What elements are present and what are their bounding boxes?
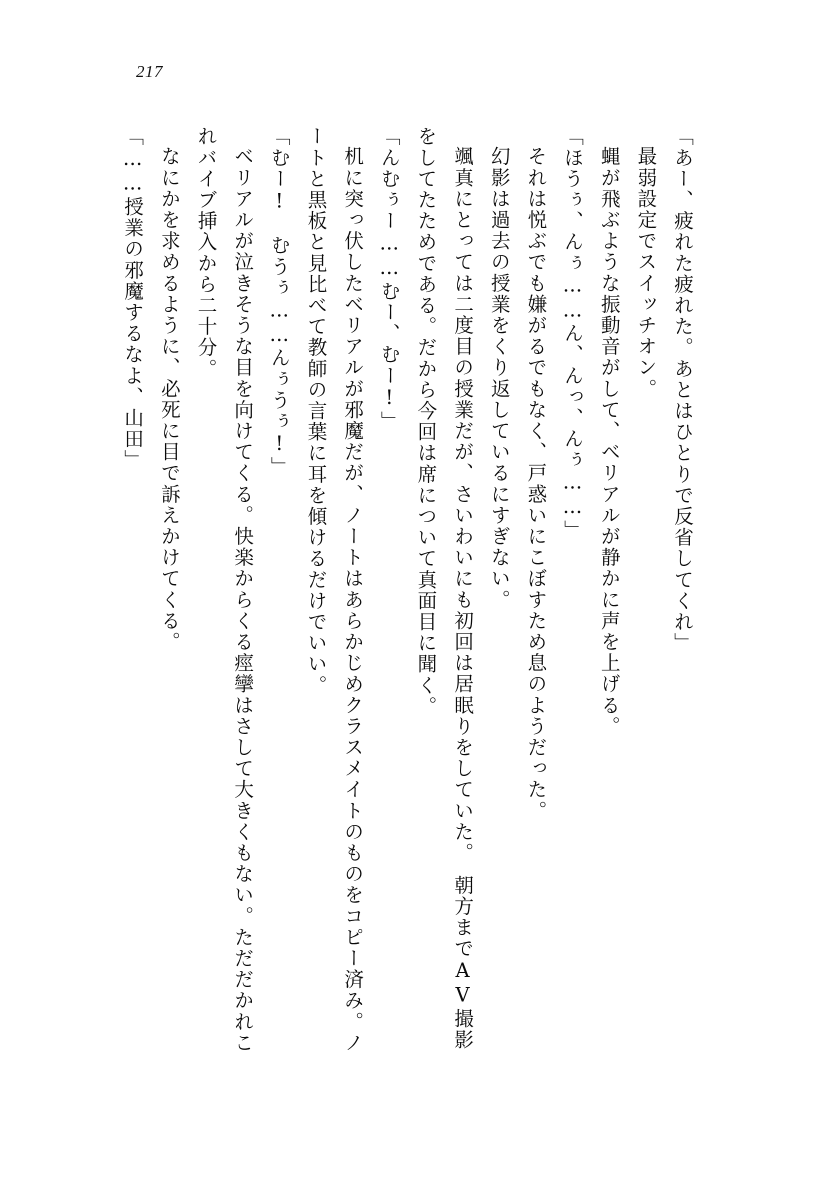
- paragraph: 「……授業の邪魔するなよ、山田」: [121, 126, 145, 471]
- paragraph: ベリアルが泣きそうな目を向けてくる。快楽からくる痙攣はさして大きくもない。ただだかれこれバイブ挿入から二十分。: [194, 126, 255, 1053]
- paragraph: 「んむぅー……むー、むー!」: [377, 126, 401, 432]
- paragraph: なにかを求めるように、必死に目で訴えかけてくる。: [157, 145, 181, 652]
- page-number: 217: [136, 62, 163, 81]
- paragraph: 蝿が飛ぶような振動音がして、ベリアルが静かに声を上げる。: [597, 145, 621, 737]
- paragraph: 「むー! むうぅ……んぅうぅ!」: [267, 126, 291, 478]
- paragraph: 最弱設定でスイッチオン。: [634, 145, 658, 399]
- paragraph: 「ほうぅ、んぅ……ん、んっ、んぅ……」: [561, 126, 585, 541]
- paragraph: 「あー、疲れた疲れた。あとはひとりで反省してくれ」: [671, 126, 694, 654]
- body-text: [121, 126, 700, 1066]
- paragraph: 机に突っ伏したベリアルが邪魔だが、ノートはあらかじめクラスメイトのものをコピー済み。ノートと黒板と見比べて教師の言葉に耳を傾けるだけでいい。: [304, 126, 365, 1053]
- paragraph: 颯真にとっては二度目の授業だが、さいわいにも初回は居眠りをしていた。 朝方までAV撮影をしてたためである。だから今回は席について真面目に聞く。: [414, 126, 475, 1051]
- paragraph: それは悦ぶでも嫌がるでもなく、戸惑いにこぼすため息のようだった。: [524, 145, 548, 821]
- paragraph: 幻影は過去の授業をくり返しているにすぎない。: [487, 145, 511, 610]
